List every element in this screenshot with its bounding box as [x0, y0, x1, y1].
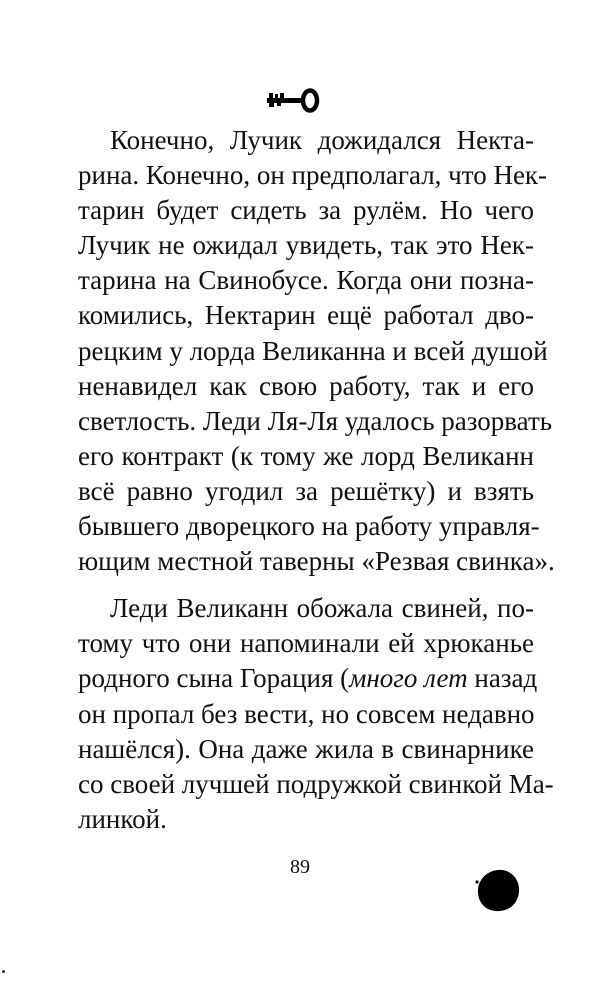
text-segment: родного сына Горация ( — [78, 663, 350, 694]
scan-speck — [2, 970, 5, 973]
text-line: нашёлся). Она даже жила в свинарнике — [78, 733, 534, 764]
text-segment: назад — [467, 663, 538, 694]
text-line: Лучик не ожидал увидеть, так это Нек- — [78, 230, 534, 261]
text-line: рина. Конечно, он предполагал, что Нек- — [78, 160, 548, 191]
text-line: бывшего дворецкого на работу управля- — [78, 511, 540, 542]
text-line: тому что они напоминали ей хрюканье — [78, 628, 534, 659]
text-line: тарина на Свинобусе. Когда они позна- — [78, 265, 534, 296]
paragraph-gap — [78, 579, 534, 591]
text-line: ющим местной таверны «Резвая свинка». — [78, 546, 555, 577]
text-line: ненавидел как свою работу, так и его — [78, 370, 534, 401]
text-line: линкой. — [78, 803, 167, 834]
text-line: тарин будет сидеть за рулём. Но чего — [78, 195, 534, 226]
text-line: светлость. Леди Ля-Ля удалось разорвать — [78, 405, 553, 436]
text-line: со своей лучшей подружкой свинкой Ма- — [78, 768, 554, 799]
italic-phrase: много лет — [349, 663, 468, 694]
text-line: комились, Нектарин ещё работал дво- — [78, 300, 534, 331]
text-line-with-italic — [78, 661, 538, 696]
ink-blot-icon — [474, 866, 522, 914]
text-line: Конечно, Лучик дожидался Некта- — [110, 125, 534, 155]
body-text — [78, 123, 555, 837]
key-icon — [263, 86, 323, 114]
text-line: он пропал без вести, но совсем недавно — [78, 698, 535, 729]
text-line: всё равно угодил за решётку) и взять — [78, 475, 534, 506]
text-line: его контракт (к тому же лорд Великанн — [78, 440, 534, 471]
page-number: 89 — [290, 856, 310, 878]
text-line: рецким у лорда Великанна и всей душой — [78, 335, 548, 366]
text-line: Леди Великанн обожала свиней, по- — [110, 593, 534, 624]
